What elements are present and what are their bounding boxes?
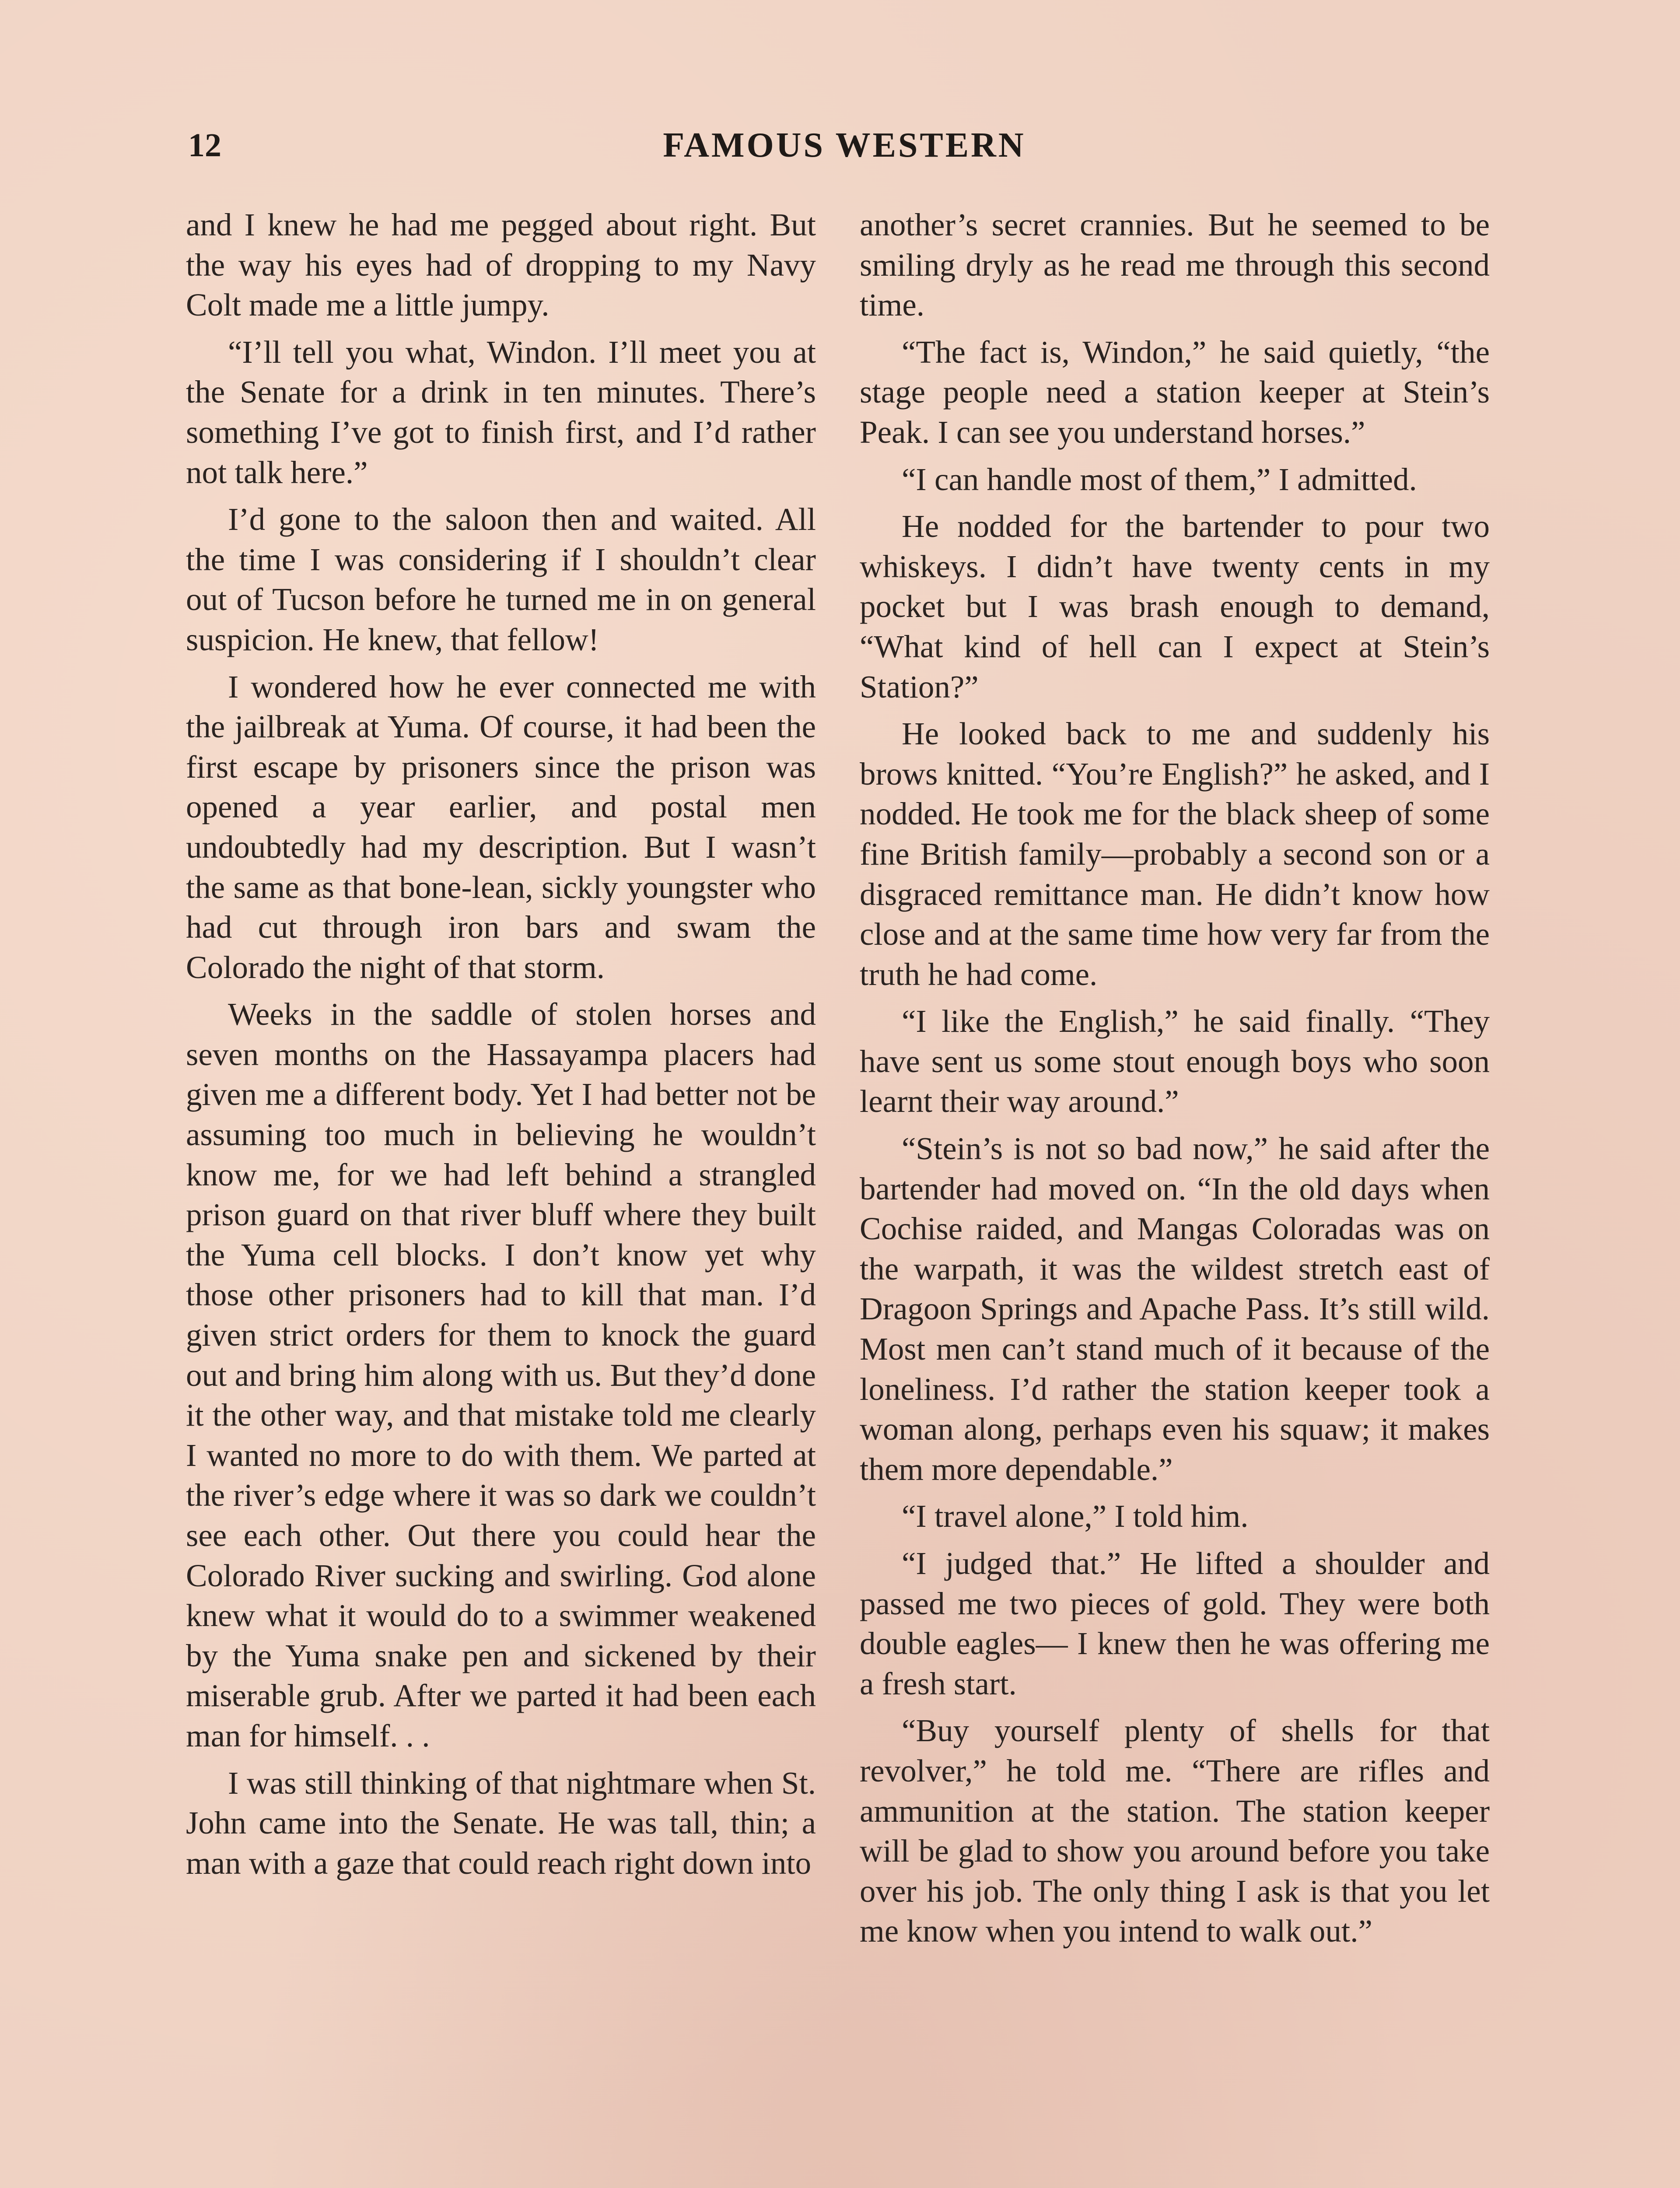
- paragraph: “I travel alone,” I told him.: [902, 1498, 1249, 1534]
- paragraph: Weeks in the saddle of stolen horses and seven months on the Hassayampa placers had given me a different body. Yet I had better not be assuming too much in believing he wouldn’t know me, for we had left behind a strangled prison guard on that river bluff where they built the Yuma cell blocks. I don’t know yet why those other prisoners had to kill that man. I’d given strict orders for them to knock the guard out and bring him along with us. But they’d done it the other way, and that mistake told me clearly I wanted no more to do with them. We parted at the river’s edge where it was so dark we couldn’t see each other. Out there you could hear the Colorado River sucking and swirling. God alone knew what it would do to a swimmer weakened by the Yuma snake pen and sickened by their miserable grub. After we parted it had been each man for himself. . .: [186, 996, 816, 1753]
- left-text-column: [186, 205, 816, 1883]
- paragraph: “The fact is, Windon,” he said quietly, “the stage people need a station keeper at Stein’s Peak. I can see you understand horses.”: [860, 334, 1490, 450]
- paragraph: and I knew he had me pegged about right. But the way his eyes had of dropping to my Navy Colt made me a little jumpy.: [186, 207, 816, 323]
- paragraph: “I like the English,” he said finally. “They have sent us some stout enough boys who soon learnt their way around.”: [860, 1003, 1490, 1119]
- paragraph: “Buy yourself plenty of shells for that revolver,” he told me. “There are rifles and ammunition at the station. The station keeper will be glad to show you around before you take over his job. The only thing I ask is that you let me know when you intend to walk out.”: [860, 1713, 1490, 1949]
- paragraph: “I judged that.” He lifted a shoulder and passed me two pieces of gold. They were both double eagles— I knew then he was offering me a fresh start.: [860, 1546, 1490, 1701]
- paragraph: “Stein’s is not so bad now,” he said after the bartender had moved on. “In the old days when Cochise raided, and Mangas Coloradas was on the warpath, it was the wildest stretch east of Dragoon Springs and Apache Pass. It’s still wild. Most men can’t stand much of it because of the loneliness. I’d rather the station keeper took a woman along, perhaps even his squaw; it makes them more dependable.”: [860, 1131, 1490, 1487]
- page-header: [188, 123, 1501, 172]
- paragraph: “I’ll tell you what, Windon. I’ll meet you at the Senate for a drink in ten minutes. There’s something I’ve got to finish first, and I’d rather not talk here.”: [186, 334, 816, 490]
- paragraph: I’d gone to the saloon then and waited. All the time I was considering if I shouldn’t clear out of Tucson before he turned me in on general suspicion. He knew, that fellow!: [186, 501, 816, 657]
- paragraph: He looked back to me and suddenly his brows knitted. “You’re English?” he asked, and I nodded. He took me for the black sheep of some fine British family—probably a second son or a disgraced remittance man. He didn’t know how close and at the same time how very far from the truth he had come.: [860, 716, 1490, 992]
- running-head: FAMOUS WESTERN: [663, 126, 1026, 165]
- paragraph: He nodded for the bartender to pour two whiskeys. I didn’t have twenty cents in my pocket but I was brash enough to demand, “What kind of hell can I expect at Stein’s Station?”: [860, 508, 1490, 705]
- paragraph: “I can handle most of them,” I admitted.: [902, 461, 1417, 497]
- paragraph: I was still thinking of that nightmare when St. John came into the Senate. He was tall, thin; a man with a gaze that could reach right down into: [186, 1765, 816, 1881]
- paragraph: I wondered how he ever connected me with the jailbreak at Yuma. Of course, it had been the first escape by prisoners since the prison was opened a year earlier, and postal men undoubtedly had my description. But I wasn’t the same as that bone-lean, sickly youngster who had cut through iron bars and swam the Colorado the night of that storm.: [186, 669, 816, 985]
- paragraph: another’s secret crannies. But he seemed to be smiling dryly as he read me through this second time.: [860, 207, 1490, 323]
- page-number: 12: [188, 127, 221, 164]
- right-text-column: [860, 205, 1490, 1951]
